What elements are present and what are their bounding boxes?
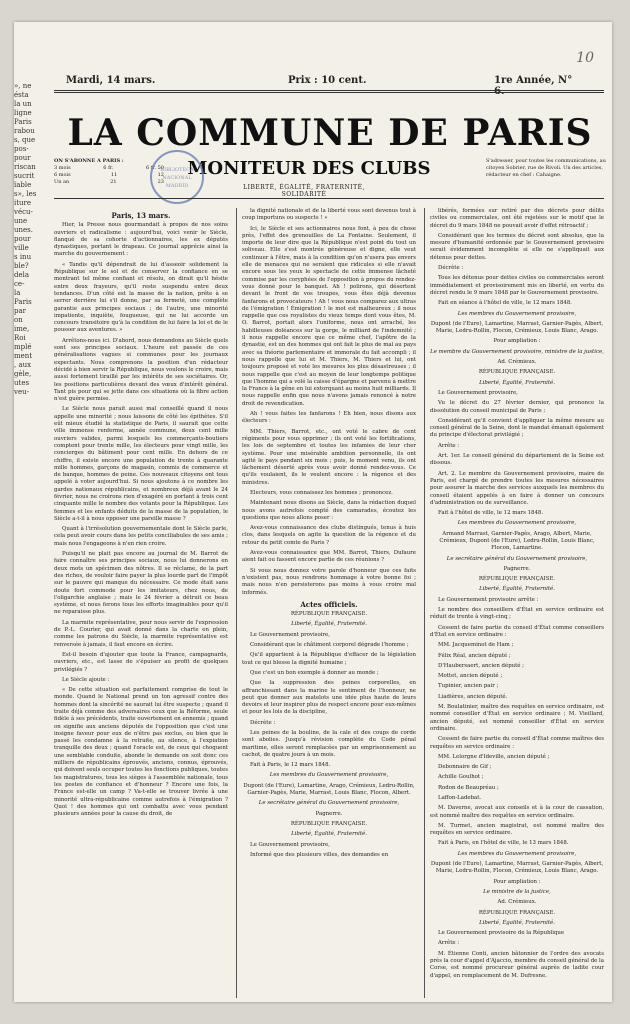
- subscription-heading: ON S'ABONNE A PARIS :: [54, 158, 124, 164]
- previous-page-fragment: la un: [14, 100, 32, 108]
- decree-line: Vu le décret du 27 février dernier, qui prononce la dissolution du conseil municipal de Paris ;: [430, 400, 604, 414]
- previous-page-fragment: pour: [14, 235, 31, 243]
- decree-line: Arrête :: [438, 442, 460, 449]
- subscription-row: [54, 165, 164, 172]
- column-1: [54, 208, 228, 998]
- decree-line: Fait à Paris, le 12 mars 1848.: [250, 762, 331, 769]
- decree-line: Le Gouvernement provisoire,: [250, 841, 330, 848]
- article-paragraph: Maintenant nous disons au Siècle, dans la rédaction duquel nous avons autrefois compté des camarades, écoutez les questions que nous allons poser :: [242, 500, 416, 521]
- decree-line: Art. 1er. Le conseil général du département de la Seine est dissous.: [430, 453, 604, 467]
- decree-line: Considérant que les termes du décret sont absolus, que la mesure d'humanité ordonnée par le Gouvernement provisoire serait évidemment incomplète si elle ne s'appliquait aux détenus pour dettes.: [430, 232, 604, 261]
- motto-line: Liberté, Égalité, Fraternité.: [479, 379, 555, 386]
- previous-page-fragment: dela: [14, 271, 30, 279]
- motto-line: Liberté, Égalité, Fraternité.: [291, 621, 367, 628]
- signatories: Dupont (de l'Eure), Lamartine, Marrast, Garnier-Pagès, Albert, Marie, Ledru-Rollin, Flocon, Crémieux, Louis Blanc, Arago.: [430, 320, 604, 335]
- previous-page-fragment: une: [14, 217, 28, 225]
- republic-heading: RÉPUBLIQUE FRANÇAISE.: [478, 909, 556, 916]
- decree-line: Considérant que le châtiment corporel dégrade l'homme ;: [250, 642, 409, 649]
- signature-label: Pour ampliation :: [493, 878, 541, 885]
- article-paragraph: Electeurs, vous connaissez les hommes ; prononcez.: [250, 489, 393, 496]
- section-heading: Actes officiels.: [300, 599, 358, 609]
- sub-dept: 6 fr. 50: [145, 165, 164, 171]
- decree-line: M. Daverne, avocat aux conseils et à la cour de cassation, est nommé maître des requêtes en service ordinaire.: [430, 805, 604, 819]
- previous-page-fragment: ce-: [14, 280, 25, 288]
- previous-page-fragment: ville: [14, 244, 29, 252]
- decree-line: Fait en séance à l'hôtel de ville, le 12 mars 1848.: [438, 300, 572, 307]
- article-paragraph: Avez-vous connaissance des clubs distingués, tenus à huis clos, dans lesquels on agite la question de la régence et du retour du petit comte de Paris ?: [242, 525, 416, 546]
- newspaper-subtitle: MONITEUR DES CLUBS: [187, 158, 431, 179]
- previous-page-fragment: s, que: [14, 136, 36, 144]
- signature-label: Le secrétaire général du Gouvernement provisoire,: [258, 800, 400, 807]
- column-3: [430, 208, 604, 998]
- decree-line: MM. Jacqueminot de Ham ;: [438, 642, 514, 649]
- decree-line: Le Gouvernement provisoire de la République: [438, 930, 565, 937]
- masthead-rule-top: [54, 90, 604, 91]
- previous-page-fragment: ble?: [14, 262, 29, 270]
- decree-line: Décrète :: [438, 265, 464, 272]
- signatory: Ad. Crémieux.: [497, 359, 537, 366]
- sub-dept: 12: [157, 172, 164, 178]
- signature-label: Les membres du Gouvernement provisoire,: [457, 850, 577, 857]
- signature-label: Les membres du Gouvernement provisoire,: [269, 772, 389, 779]
- issue-price: Prix : 10 cent.: [288, 75, 367, 86]
- previous-page-fragment: par: [14, 307, 27, 315]
- previous-page-fragment: veu-: [14, 388, 29, 396]
- decree-line: Qu'il appartient à la République d'effacer de la législation tout ce qui blesse la dignité humaine ;: [242, 652, 416, 666]
- decree-line: Que la suppression des peines corporelles, en affranchissant dans la marine le sentiment de l'honneur, ne peut que donner aux matelots une idée plus haute de leurs devoirs et leur inspirer plus de respect encore pour eux-mêmes et pour les lois de la discipline,: [242, 680, 416, 716]
- sub-label: 6 mois: [54, 172, 71, 178]
- decree-line: Arrête :: [438, 940, 460, 947]
- decree-line: Tous les détenus pour dettes civiles ou commerciales seront immédiatement et provisoirement mis en liberté, en vertu du décret rendu le 9 mars 1848 par le Gouvernement provisoire.: [430, 275, 604, 296]
- decree-line: Décrète :: [250, 719, 276, 726]
- decree-line: Le Gouvernement provisoire,: [438, 389, 518, 396]
- decree-line: M. Boulatinier, maître des requêtes en service ordinaire, est nommé conseiller d'État en service ordinaire ; M. Vieillard, ancien député, est nommé conseiller d'État en service ordinaire.: [430, 704, 604, 732]
- republic-heading: RÉPUBLIQUE FRANÇAISE.: [478, 369, 556, 376]
- decree-line: Informé que des plusieurs villes, des demandes en: [250, 851, 389, 858]
- page-number: 10: [576, 50, 594, 66]
- previous-page-fragment: , aux: [14, 361, 32, 369]
- article-paragraph: Avez-vous connaissance que MM. Barrot, Thiers, Dufaure aient fait ou fassent encore partie de ces réunions ?: [242, 550, 416, 564]
- signature-label: Pour ampliation :: [493, 338, 541, 345]
- signature-label: Les membres du Gouvernement provisoire,: [457, 310, 577, 317]
- article-columns: [54, 208, 604, 998]
- decree-line: Les peines de la bouline, de la cale et des coups de corde sont abolies. Jusqu'à révision complète du Code pénal maritime, elles seront remplacées par un emprisonnement au cachot, de quatre jours à un mois.: [242, 730, 416, 758]
- article-paragraph: Ah ! vous faites les fanfarons ! Eh bien, nous disons aux électeurs :: [242, 411, 416, 425]
- article-paragraph: MM. Thiers, Barrot, etc., ont voté le cabre de cent régiments pour vous opprimer ; ils ont voté les fortifications, les lois de septembre et toutes les infamies de leur cher système. Pour une misérable ambition personnelle, ils ont agité le pays pendant six mois ; puis, le moment venu, ils ont lâchement déserté après vous avoir donné rendez-vous. Ce qu'ils voulaient, ils le veulent encore : la régence et des ministres.: [242, 428, 416, 486]
- article-paragraph: Puisqu'il ne plait pas encore au journal de M. Barrot de faire connaître ses principes sociaux, nous lui donnerons en deux mots un spécimen des nôtres. Il se réclame, de la part des riches, de vouloir faire payer la plus lourde part de l'impôt sur le pauvre qui manque du nécessaire. Ce mode était sans doute fort commode pour les imitateurs, chez nous, de l'oligarchie anglaise ; mais le 24 février a détruit ce beau système, et nous ferons tous les efforts imaginables pour qu'il ne reparaisse plus.: [54, 551, 228, 616]
- decree-line: Mottet, ancien député ;: [438, 673, 503, 680]
- signature-label: Le ministre de la justice,: [483, 888, 551, 895]
- sub-dept: 23: [157, 179, 164, 185]
- signature-label: Les membres du Gouvernement provisoire,: [457, 520, 577, 527]
- previous-page-fragment: ésta: [14, 91, 29, 99]
- republic-heading: RÉPUBLIQUE FRANÇAISE.: [290, 611, 368, 618]
- masthead-rule-bottom: [54, 198, 604, 199]
- previous-page-fragment: iture: [14, 199, 32, 207]
- previous-page-fragment: Paris: [14, 298, 32, 306]
- article-paragraph: Ici, le Siècle et ses actionnaires nous font, à peu de chose près, l'effet des grenouilles de La Fontaine. Seulement, il importe de leur dire que la République n'est point du tout un soliveau. Elle s'est montrée généreuse et digne, elle veut continuer à l'être, mais à la condition qu'on n'usera pas envers elle de menaces qui ne seraient que ridicules si elle n'avait encore sous les yeux le spectacle de cette immense lâcheté commise par les coryphées de l'opposition à propos du rendez-vous donné pour le banquet. Ah ! polirons, qui désertent devant le front de vos troupes, vous êtes déjà devenus fanfarons et provocateurs ! Ah ! vous nous comparez aux ultras de l'émigration ! Émigration ! le mot est malheureux ; il nous rappelle que ces royalistes du vieux temps dont vous êtes, M. O. Barrot, portait alors l'uniforme, nous ont arraché, les habilleuses doléances sur la gorge, le milliard de l'indemnité ; il nous rappelle encore que ce même chef, l'apôtre de la dynastie, est un des hommes qui ont fait le plus de mal au pays avec sa théorie parlementaire et immorale du fait accompli ; il nous rappelle que lui et M. Thiers, M. Thiers et lui, ont toujours proposé et voté les mesures les plus désastreuses ; il nous rappelle que c'est au moyen de leur longtemps politique que l'homme qui a volé la caisse d'épargne et parvenu à mettre la France à la gêne en lui extorquant au moins huit milliards. Il nous rappelle enfin que nous n'avons jamais renoncé à notre droit de revendication.: [242, 225, 416, 407]
- signatory: Pagnerre.: [503, 565, 531, 572]
- previous-page-fragment: unes.: [14, 226, 33, 234]
- decree-line: D'Haubersaert, ancien député ;: [438, 662, 525, 669]
- column-2: [242, 208, 416, 998]
- previous-page-fragment: riscan: [14, 163, 36, 171]
- sub-label: Un an: [54, 179, 70, 185]
- previous-page-fragment: s inu: [14, 253, 32, 261]
- issue-date: Mardi, 14 mars.: [66, 75, 156, 86]
- motto-line: Liberté, Égalité, Fraternité.: [479, 586, 555, 593]
- decree-line: Considérant qu'il convient d'appliquer la même mesure au conseil général de la Seine, dont le mandat émanait également du principe d'électorat privilégié ;: [430, 417, 604, 439]
- article-paragraph: la dignité nationale et de la liberté vous sont devenus tout à coup importuns ou suspects ! »: [242, 208, 416, 222]
- republic-heading: RÉPUBLIQUE FRANÇAISE.: [290, 820, 368, 827]
- previous-page-fragment: vécu-: [14, 208, 33, 216]
- previous-page-fragment: Paris: [14, 118, 32, 126]
- sub-paris: 6 fr.: [103, 165, 114, 171]
- decree-line: Tupinier, ancien pair ;: [438, 683, 499, 690]
- sub-label: 3 mois: [54, 165, 71, 171]
- article-paragraph: « De cette situation est parfaitement comprise de tout le monde. Quand le National prend un ton agressif contre des hommes dont la sincérité ne saurait lui être suspecte ; quand il traite déjà comme des adversaires ceux que la Réforme, seule fidèle à ses précédents, traite ouvertement en ennemis ; quand on signifie aux anciens députés de l'opposition que c'est une insigne faveur pour eux de n'être pas exclus, ou bien que le passé les condamne à la retraite, au silence, à l'expiation tranquille des deux ; quand l'oracle est, de ceux qui choquent une semblable conduite, abonde le demande on soit donc ces milliers de républicains éprouvés, anciens, connus, éprouvés, qui doivent seuls occuper toutes les fonctions publiques, toutes les magistratures, tous les sièges à l'assemblée nationale, tous les postes de confiance et d'honneur ? Encore une fois, la France est-elle un camp ? Va-t-elle se trouver livrée à une minorité ultra-républicaine comme autrefois à l'émigration ? Quoi ! des hommes qui ont combattu avec vous pendant plusieurs années pour la cause du droit, de: [54, 687, 228, 818]
- decree-line: Rodon de Beaupréau ;: [438, 784, 499, 791]
- previous-page-fragment: pos-: [14, 145, 29, 153]
- motto-line: Liberté, Égalité, Fraternité.: [479, 919, 555, 926]
- article-paragraph: Hier, la Presse nous gourmandait à propos de nos soins ouvriers et radicalisme : aujourd'hui, voici venir le Siècle, flanqué de sa cohorte d'actionnaires, les ex députés dynastiques, portant le drapeau. Ce journal apprécie ainsi la marche du gouvernement :: [54, 222, 228, 258]
- article-paragraph: La marmite représentative, pour nous servir de l'expression de P.-L. Courier, qui avait donné dans la charte en plein, comme les patrons du Siècle, la marmite représentative est renversée à jamais, il faut encore en écrire.: [54, 619, 228, 648]
- decree-line: Fait à Paris, en l'hôtel de ville, le 13 mars 1848.: [438, 840, 569, 847]
- decree-line: Cessent de faire partie du conseil d'État comme maîtres des requêtes en service ordinaire :: [430, 736, 604, 750]
- newspaper-page: [14, 22, 612, 1002]
- decree-line: Liadières, ancien député.: [438, 693, 508, 700]
- previous-page-fragment: mplé: [14, 343, 32, 351]
- decree-line: Le nombre des conseillers d'État en service ordinaire est réduit de trente à vingt-cinq ;: [430, 607, 604, 621]
- previous-page-fragment: utes: [14, 379, 30, 387]
- signature-label: Le secrétaire général du Gouvernement provisoire,: [446, 555, 588, 562]
- subscription-box: [54, 158, 164, 186]
- previous-page-fragment: s», les: [14, 190, 37, 198]
- previous-page-fragment: sucrit: [14, 172, 35, 180]
- article-paragraph: « Tandis qu'il dépendrait de lui d'asseoir solidement la République sur le sol et de conserver la confiance en se montrant tel même confiant et résolu, on dirait qu'il hésite entre deux frayeurs, qu'il reste suspendu entre deux tendances. D'un côté est la masse de la nation, prête à se serrer derrière lui s'il donne, par sa fermeté, une complète garantie aux principes sociaux ; de l'autre, une minorité impatiente, inquiète, fougueuse, qui ne lui accorde un concours transitoire qu'à la condition de lui faire la loi et de le pousser aux aventures. »: [54, 261, 228, 334]
- signatory: Ad. Crémieux.: [497, 899, 537, 906]
- republic-heading: RÉPUBLIQUE FRANÇAISE.: [478, 576, 556, 583]
- decree-line: Laffon-Ladebat.: [438, 795, 482, 801]
- decree-line: Le Gouvernement provisoire,: [250, 631, 330, 638]
- decree-line: Que c'est un bon exemple à donner au monde ;: [250, 669, 379, 676]
- sub-paris: 21: [110, 179, 117, 185]
- previous-page-fragment: ment: [14, 352, 33, 360]
- signatories: Dupont (de l'Eure), Lamartine, Arago, Crémieux, Ledru-Rollin, Garnier-Pagès, Marie, Marrast, Louis Blanc, Flocon, Albert.: [243, 782, 415, 797]
- newspaper-motto: LIBERTÉ, ÉGALITÉ, FRATERNITÉ, SOLIDARITÉ: [243, 184, 365, 198]
- library-stamp: BIBLIOTECA NACIONAL MADRID: [150, 150, 204, 204]
- decree-line: M. Turmet, ancien magistrat, est nommé maître des requêtes en service ordinaire.: [430, 822, 604, 837]
- sub-paris: 11: [110, 172, 118, 178]
- article-paragraph: Le Siècle nous parait aussi mal conseillé quand il nous appelle une minorité ; nous laissons de côté les épithètes. S'il eût mieux étudié la statistique de Paris, il saurait que cette ville immense renferme, année commune, deux cent mille ouvriers valides, parmi lesquels les commerçants-boutiers comptent pour trente mille, les électeurs pour vingt mille, les concierges du bâtiment pour cent mille. En dehors de ce chiffre, il existe encore une population de trente à quarante mille hommes, garçons de magasin, commis de commerce et de banque, hommes de peine. Ces nouveaux citoyens ont tous appelé à voter aujourd'hui. Si nous ajoutons à ce nombre les gardes nationaux républicains, et nombreux déjà avant le 24 février, nous ne croirons rien d'exagéré en portant à trois cent cinquante mille le nombre des votants pour la République. Les femmes et les enfants déduits de la masse de la population, le Siècle a-t-il à nous opposer une pareille masse ?: [54, 406, 228, 522]
- decree-line: M. Étienne Conti, ancien bâtonnier de l'ordre des avocats près la cour d'appel d'Ajaccio, membre du conseil général de la Corse, est nommé procureur général auprès de ladite cour d'appel, en remplacement de M. Dufresne.: [430, 950, 604, 979]
- decree-line: libérés, formées sur retiré par des décrets pour délits civiles ou commerciales, ont été rejetées sur le motif que le décret du 9 mars 1848 ne pouvait avoir d'effet rétroactif ;: [430, 208, 604, 229]
- subscription-row: [54, 179, 164, 186]
- previous-page-edge: [14, 82, 37, 982]
- decree-line: Achille Goulhot ;: [438, 774, 484, 781]
- issue-number: 1re Année, N° 6.: [494, 75, 573, 97]
- previous-page-fragment: », ne: [14, 82, 32, 90]
- signatories: Armand Marrast, Garnier-Pagès, Arago, Albert, Marie, Crémieux, Dupont (de l'Eure), Ledru-Rollin, Louis Blanc, Flocon, Lamartine.: [439, 530, 595, 552]
- signatory: Pagnerre.: [315, 810, 343, 817]
- column-separator: [424, 208, 425, 998]
- article-paragraph: Quant à l'irrésolution gouvernementale dont le Siècle parle, cela peut avoir cours dans les petits conciliabules de ses amis ; mais nous l'engageons à n'en rien croire.: [54, 526, 228, 547]
- article-dateline: Paris, 13 mars.: [111, 211, 171, 220]
- previous-page-fragment: rabou: [14, 127, 35, 135]
- signature-label: Le membre du Gouvernement provisoire, ministre de la justice,: [430, 348, 604, 355]
- previous-page-fragment: ïable: [14, 181, 32, 189]
- previous-page-fragment: ime,: [14, 325, 30, 333]
- decree-line: Félix Réal, ancien député ;: [438, 652, 511, 659]
- decree-line: Art. 2. Le membre du Gouvernement provisoire, maire de Paris, est chargé de prendre toutes les mesures nécessaires pour assurer la marche des services auxquels les membres du conseil étaient appelés à en faire à donner un concours d'administration ou de surveillance.: [430, 470, 604, 506]
- editorial-notice: S'adresser, pour toutes les communications, au citoyen Sobrier, rue de Rivoli. Un des articles, rédacteur en chef : Cahaigne.: [486, 158, 606, 178]
- decree-line: Cessent de faire partie du conseil d'État comme conseillers d'État en service ordinaire :: [430, 624, 604, 638]
- previous-page-fragment: la: [14, 289, 21, 297]
- masthead-rule-top-2: [54, 92, 604, 93]
- previous-page-fragment: pour: [14, 154, 31, 162]
- newspaper-title: LA COMMUNE DE PARIS: [67, 112, 593, 154]
- subscription-row: [54, 172, 164, 179]
- decree-line: Fait à l'hôtel de ville, le 12 mars 1848.: [438, 510, 544, 517]
- decree-line: Debonnaire de Gif ;: [438, 764, 492, 771]
- article-paragraph: Arrêtons-nous ici. D'abord, nous demandons au Siècle quels sont ses principes sociaux. L'heure est passée de ces généralisations vagues si communes pour les journaux expectants. Nous comprenons la position d'un rédacteur décidé à bien servir la République, nous voulons le croire, mais aussi fortement tiraillé par les intérêts de ses sociétaires. Or, les positions particulières devant des vœux d'intérêt général. Tant pis pour qui se jette dans ces situations où la fibre action n'est guère permise.: [54, 337, 228, 403]
- previous-page-fragment: Roi: [14, 334, 26, 342]
- column-separator: [236, 208, 237, 998]
- previous-page-fragment: gèle,: [14, 370, 32, 378]
- article-paragraph: Le Siècle ajoute :: [62, 676, 110, 683]
- signatories: Dupont (de l'Eure), Lamartine, Marrast, Garnier-Pagès, Albert, Marie, Ledru-Rollin, Flocon, Crémieux, Louis Blanc, Arago.: [430, 861, 604, 875]
- decree-line: Le Gouvernement provisoire arrête :: [438, 596, 539, 603]
- decree-line: MM. Lelorgne d'Ideville, ancien député ;: [438, 753, 550, 760]
- article-paragraph: Si vous nous donnez votre parole d'honneur que ces faits n'existent pas, nous rendrons hommage à votre bonne foi ; mais nous n'en persisterons pas moins à vous croire mal informés.: [242, 567, 416, 596]
- previous-page-fragment: ligne: [14, 109, 32, 117]
- previous-page-fragment: on: [14, 316, 23, 324]
- motto-line: Liberté, Égalité, Fraternité.: [291, 831, 367, 838]
- article-paragraph: Est-il besoin d'ajouter que toute la France, campagnards, ouvriers, etc., est lasse de s'épuiser au profit de quelques privilégiés ?: [54, 651, 228, 673]
